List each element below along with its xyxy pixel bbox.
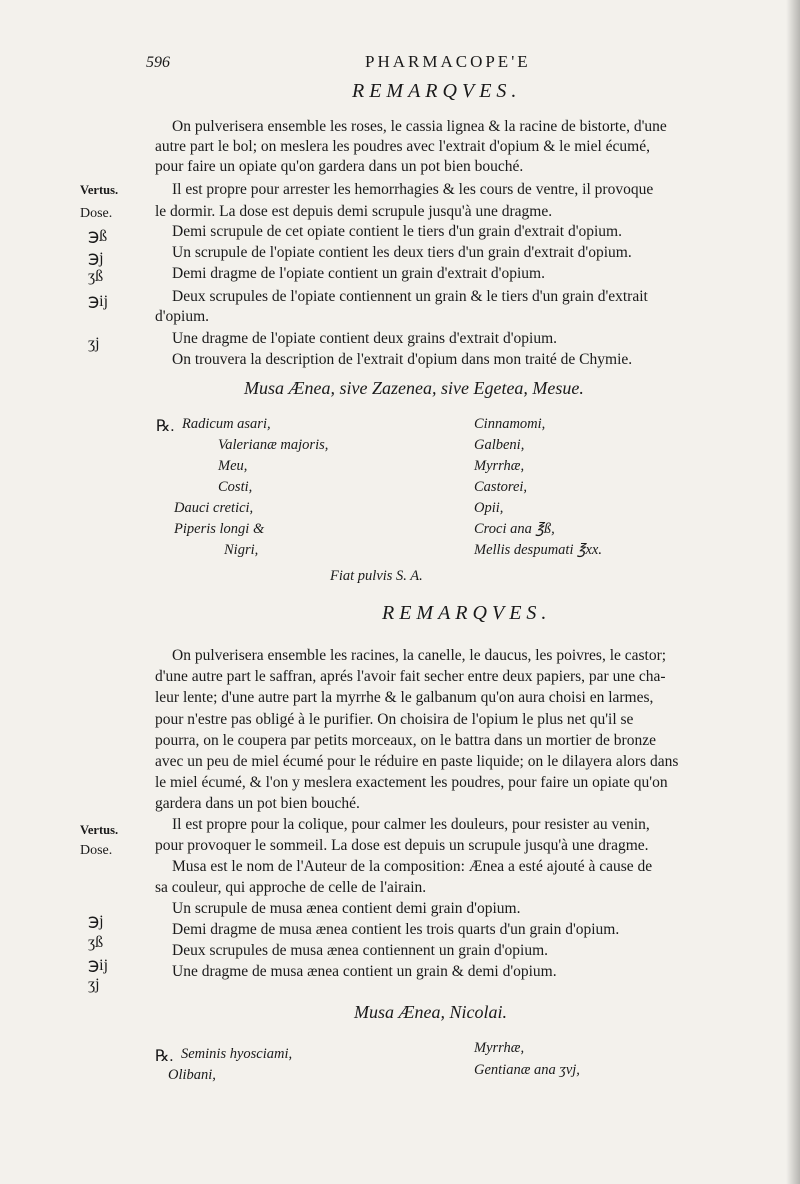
section2-line: pour n'estre pas obligé à le purifier. On choisira de l'opium le plus net qu'il se [155,711,634,728]
section2-line: Deux scrupules de musa ænea contiennent un grain d'opium. [172,942,548,959]
section1-line: autre part le bol; on meslera les poudres avec l'extrait d'opium & le miel écumé, [155,138,650,155]
recipe1-left-item: Nigri, [224,542,259,558]
recipe1-fiat: Fiat pulvis S. A. [330,568,423,584]
dose-symbol: ʒß [88,934,104,951]
margin-label-vertus: Vertus. [80,823,119,837]
recipe1-left-item: Piperis longi & [174,521,265,537]
recipe2-left-item: Olibani, [168,1067,216,1083]
dose-symbol: ℈ij [88,293,109,310]
section1-line: Demi dragme de l'opiate contient un grain d'extrait d'opium. [172,265,545,282]
recipe1-left-item: Costi, [218,479,253,495]
section1-heading: REMARQVES. [352,80,522,102]
recipe2-left-item: Seminis hyosciami, [181,1046,293,1062]
section2-heading: REMARQVES. [382,602,552,624]
dose-symbol: ʒj [88,335,100,352]
dose-symbol: ℈j [88,250,104,267]
section1-line: d'opium. [155,308,210,325]
running-title: PHARMACOPE'E [365,52,531,71]
dose-symbol: ℈j [88,913,104,930]
section1-line: pour faire un opiate qu'on gardera dans un pot bien bouché. [155,158,524,175]
section2-line: pourra, on le coupera par petits morceaux, on le battra dans un mortier de bronze [155,732,656,749]
section2-line: d'une autre part le saffran, aprés l'avoir fait secher entre deux papiers, par une cha- [155,668,666,685]
recipe1-right-item: Opii, [474,500,504,516]
recipe1-right-item: Myrrhæ, [474,458,525,474]
recipe1-right-item: Croci ana ℥ß, [474,521,555,537]
recipe1-right-item: Castorei, [474,479,528,495]
section1-line: le dormir. La dose est depuis demi scrupule jusqu'à une dragme. [155,203,553,220]
margin-label-dose: Dose. [80,206,113,221]
section1-line: Une dragme de l'opiate contient deux grains d'extrait d'opium. [172,330,558,347]
section2-line: Demi dragme de musa ænea contient les trois quarts d'un grain d'opium. [172,921,620,938]
section1-line: Deux scrupules de l'opiate contiennent un grain & le tiers d'un grain d'extrait [172,288,648,305]
recipe-sign: ℞. [155,1048,174,1065]
recipe2-title: Musa Ænea, Nicolai. [354,1002,507,1022]
section1-line: On pulverisera ensemble les roses, le cassia lignea & la racine de bistorte, d'une [172,118,667,135]
section1-line: Demi scrupule de cet opiate contient le tiers d'un grain d'extrait d'opium. [172,223,622,240]
section1-line: Il est propre pour arrester les hemorrhagies & les cours de ventre, il provoque [172,181,654,198]
section2-line: pour provoquer le sommeil. La dose est depuis un scrupule jusqu'à une dragme. [155,837,649,854]
section2-line: le miel écumé, & l'on y meslera exactement les poudres, pour faire un opiate qu'on [155,774,668,791]
recipe1-right-item: Galbeni, [474,437,525,453]
section2-line: Il est propre pour la colique, pour calmer les douleurs, pour resister au venin, [172,816,650,833]
section2-line: sa couleur, qui approche de celle de l'airain. [155,879,427,896]
section2-line: avec un peu de miel écumé pour le réduire en paste liquide; on le dilayera alors dans [155,753,679,770]
section2-line: leur lente; d'une autre part la myrrhe & le galbanum qu'on aura choisi en larmes, [155,689,654,706]
recipe1-left-item: Meu, [218,458,248,474]
recipe1-left-item: Dauci cretici, [174,500,254,516]
dose-symbol: ℈ß [88,228,108,245]
dose-symbol: ʒj [88,976,100,993]
recipe1-right-item: Cinnamomi, [474,416,546,432]
margin-label-dose: Dose. [80,843,113,858]
margin-label-vertus: Vertus. [80,183,119,197]
page-number: 596 [146,54,170,71]
recipe1-right-item: Mellis despumati ℥xx. [474,542,602,558]
section2-line: Musa est le nom de l'Auteur de la composition: Ænea a esté ajouté à cause de [172,858,653,875]
section2-line: On pulverisera ensemble les racines, la canelle, le daucus, les poivres, le castor; [172,647,667,664]
recipe1-left-item: Valerianæ majoris, [218,437,329,453]
section2-line: Une dragme de musa ænea contient un grain & demi d'opium. [172,963,557,980]
recipe1-title: Musa Ænea, sive Zazenea, sive Egetea, Mesue. [244,378,584,398]
recipe1-left-item: Radicum asari, [182,416,271,432]
recipe2-right-item: Gentianæ ana ʒvj, [474,1062,580,1078]
section1-line: Un scrupule de l'opiate contient les deux tiers d'un grain d'extrait d'opium. [172,244,632,261]
page-edge-shadow [786,0,800,1184]
section2-line: gardera dans un pot bien bouché. [155,795,360,812]
section1-line: On trouvera la description de l'extrait d'opium dans mon traité de Chymie. [172,351,633,368]
dose-symbol: ʒß [88,268,104,285]
recipe-sign: ℞. [156,418,175,435]
section2-line: Un scrupule de musa ænea contient demi grain d'opium. [172,900,521,917]
dose-symbol: ℈ij [88,957,109,974]
recipe2-right-item: Myrrhæ, [474,1040,525,1056]
